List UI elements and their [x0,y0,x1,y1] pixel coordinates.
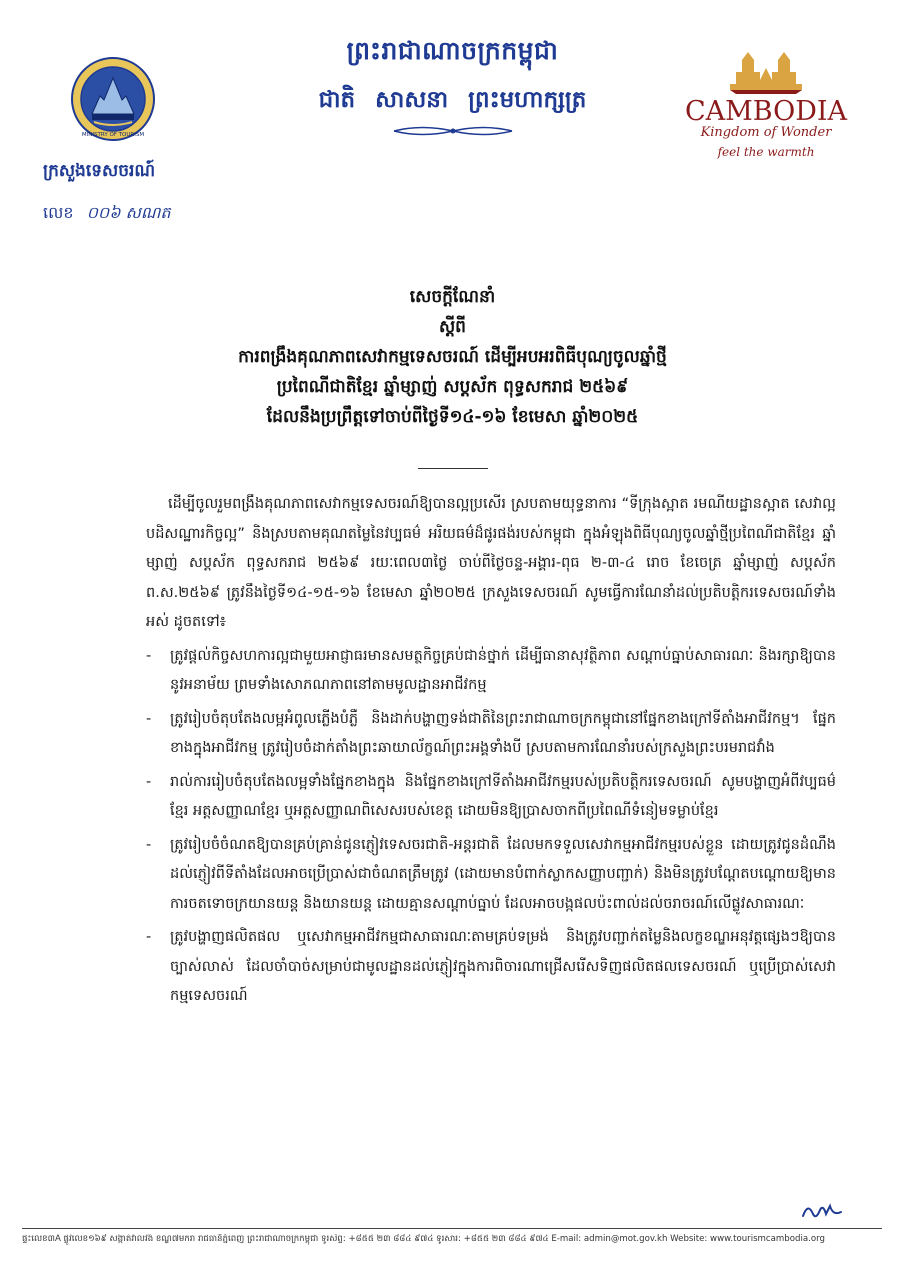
reference-label: លេខ [43,203,74,222]
national-motto: ជាតិ សាសនា ព្រះមហាក្សត្រ [318,87,587,113]
footer-fax: ទូរសារ: +៨៥៥ ២៣ ៨៨៤ ៩៧៤ [436,1234,549,1244]
bullet-dash: - [146,836,152,853]
title-line-2: ស្តីពី [439,317,466,337]
footer-address: ផ្ទះលេខ៣A ផ្លូវលេខ១៦៩ សង្កាត់វាលវង់ ខណ្ឌ៧មករា រាជធានីភ្នំពេញ ព្រះរាជាណាចក្រកម្ពុជា [22,1234,319,1244]
ministry-name: ក្រសួងទេសចរណ៍ [43,161,156,181]
instruction-body [146,490,836,1016]
svg-text:MINISTRY OF TOURISM: MINISTRY OF TOURISM [81,132,145,138]
handwritten-initials-icon [800,1198,844,1222]
bullet-dash: - [146,773,152,790]
reference-number: ០០៦ សណត [86,203,171,222]
footer-phone: ទូរស័ព្ទ: +៨៥៥ ២៣ ៨៨៤ ៩៧៤ [321,1234,434,1244]
bullet-dash: - [146,929,152,945]
angkor-temple-icon [730,52,802,94]
reference-line [43,202,171,226]
ornament-divider-icon [392,124,514,138]
intro-paragraph: ដើម្បីចូលរួមពង្រឹងគុណភាពសេវាកម្មទេសចរណ៍ឱ្យបានល្អប្រសើរ ស្របតាមយុទ្ធនាការ “ទីក្រុងស្អាត រមណីយដ្ឋានស្អាត សេវាល្អ បដិសណ្ឋារកិច្ចល្អ” និងស្របតាមគុណតម្លៃនៃវប្បធម៌ អរិយធម៌ដ៏ផូរផង់របស់កម្ពុជា ក្នុងអំឡុងពិធីបុណ្យចូលឆ្នាំថ្មីប្រពៃណីជាតិខ្មែរ ឆ្នាំម្សាញ់ សប្តស័ក ពុទ្ធសករាជ ២៥៦៩ រយៈពេល៣ថ្ងៃ ចាប់ពីថ្ងៃចន្ទ-អង្គារ-ពុធ ២-៣-៤ រោច ខែចេត្រ ឆ្នាំម្សាញ់ សប្តស័ក ព.ស.២៥៦៩ ត្រូវនឹងថ្ងៃទី១៤-១៥-១៦ ខែមេសា ឆ្នាំ២០២៥ ក្រសួងទេសចរណ៍ សូមធ្វើការណែនាំដល់ប្រតិបត្តិករទេសចរណ៍ទាំងអស់ ដូចតទៅ៖ [146,496,836,630]
title-line-4: ប្រពៃណីជាតិខ្មែរ ឆ្នាំម្សាញ់ សប្តស័ក ពុទ្ធសករាជ ២៥៦៩ [276,377,629,397]
title-line-5: ដែលនឹងប្រព្រឹត្តទៅចាប់ពីថ្ងៃទី១៤-១៦ ខែមេសា ឆ្នាំ២០២៥ [266,407,639,427]
kingdom-heading: ព្រះរាជាណាចក្រកម្ពុជា [346,36,559,65]
footer-email: E-mail: admin@mot.gov.kh [551,1234,668,1244]
brand-tagline: Kingdom of Wonder [700,125,832,140]
title-line-1: សេចក្តីណែនាំ [409,287,496,307]
document-title-block [0,282,905,432]
instruction-list [146,642,836,1012]
bullet-dash: - [146,647,152,664]
brand-name: CAMBODIA [684,96,848,127]
footer-website[interactable]: Website: www.tourismcambodia.org [670,1234,825,1244]
footer-divider [22,1228,882,1229]
brand-slogan: feel the warmth [717,145,815,159]
list-item: - ត្រូវបង្ហាញផលិតផល ឬសេវាកម្មអាជីវកម្មជាសាធារណៈតាមគ្រប់ទម្រង់ និងត្រូវបញ្ជាក់តម្លៃនិងលក្ខខណ្ឌអនុវត្តផ្សេងៗឱ្យបានច្បាស់លាស់ ដែលចាំបាច់សម្រាប់ជាមូលដ្ឋានដល់ភ្ញៀវក្នុងការពិចារណាជ្រើសរើសទិញផលិតផលទេសចរណ៍ ឬប្រើប្រាស់សេវាកម្មទេសចរណ៍ [146,923,836,1012]
list-item: - ត្រូវផ្តល់កិច្ចសហការល្អជាមួយអាជ្ញាធរមានសមត្ថកិច្ចគ្រប់ជាន់ថ្នាក់ ដើម្បីធានាសុវត្ថិភាព សណ្តាប់ធ្នាប់សាធារណៈ និងរក្សាឱ្យបាននូវអនាម័យ ព្រមទាំងសោភណភាពនៅតាមមូលដ្ឋានអាជីវកម្ម [146,642,836,701]
cambodia-brand-logo [672,50,860,170]
footer-contact [22,1234,882,1246]
list-item: - ត្រូវរៀបចំចំណតឱ្យបានគ្រប់គ្រាន់ជូនភ្ញៀវទេសចរជាតិ-អន្តរជាតិ ដែលមកទទួលសេវាកម្មអាជីវកម្មរបស់ខ្លួន ដោយត្រូវជូនដំណឹងដល់ភ្ញៀវពីទីតាំងដែលអាចប្រើប្រាស់ជាចំណតត្រឹមត្រូវ (ដោយមានបំពាក់ស្លាកសញ្ញាបញ្ជាក់) និងមិនត្រូវបណ្តែតបណ្តោយឱ្យមានការចតទោចក្រយានយន្ត និងយានយន្ត ដោយគ្មានសណ្តាប់ធ្នាប់ ដែលអាចបង្កផលប៉ះពាល់ដល់ចរាចរណ៍លើផ្លូវសាធារណៈ [146,831,836,920]
bullet-dash: - [146,710,152,727]
list-item: - ត្រូវរៀបចំតុបតែងលម្អអំពូលភ្លើងបំភ្លឺ និងដាក់បង្ហាញទង់ជាតិនៃព្រះរាជាណាចក្រកម្ពុជានៅផ្នែកខាងក្រៅទីតាំងអាជីវកម្ម។ ផ្នែកខាងក្នុងអាជីវកម្ម ត្រូវរៀបចំដាក់តាំងព្រះឆាយាល័ក្ខណ៍ព្រះអង្គទាំងបី ស្របតាមការណែនាំរបស់ក្រសួងព្រះបរមរាជវាំង [146,705,836,764]
list-item: - រាល់ការរៀបចំតុបតែងលម្អទាំងផ្នែកខាងក្នុង និងផ្នែកខាងក្រៅទីតាំងអាជីវកម្មរបស់ប្រតិបត្តិករទេសចរណ៍ សូមបង្ហាញអំពីវប្បធម៌ខ្មែរ អត្តសញ្ញាណខ្មែរ ឬអត្តសញ្ញាណពិសេសរបស់ខេត្ត ដោយមិនឱ្យប្រាសចាកពីប្រពៃណីទំនៀមទម្លាប់ខ្មែរ [146,768,836,827]
title-divider [418,468,488,469]
title-line-3: ការពង្រឹងគុណភាពសេវាកម្មទេសចរណ៍ ដើម្បីអបអរពិធីបុណ្យចូលឆ្នាំថ្មី [238,347,667,367]
